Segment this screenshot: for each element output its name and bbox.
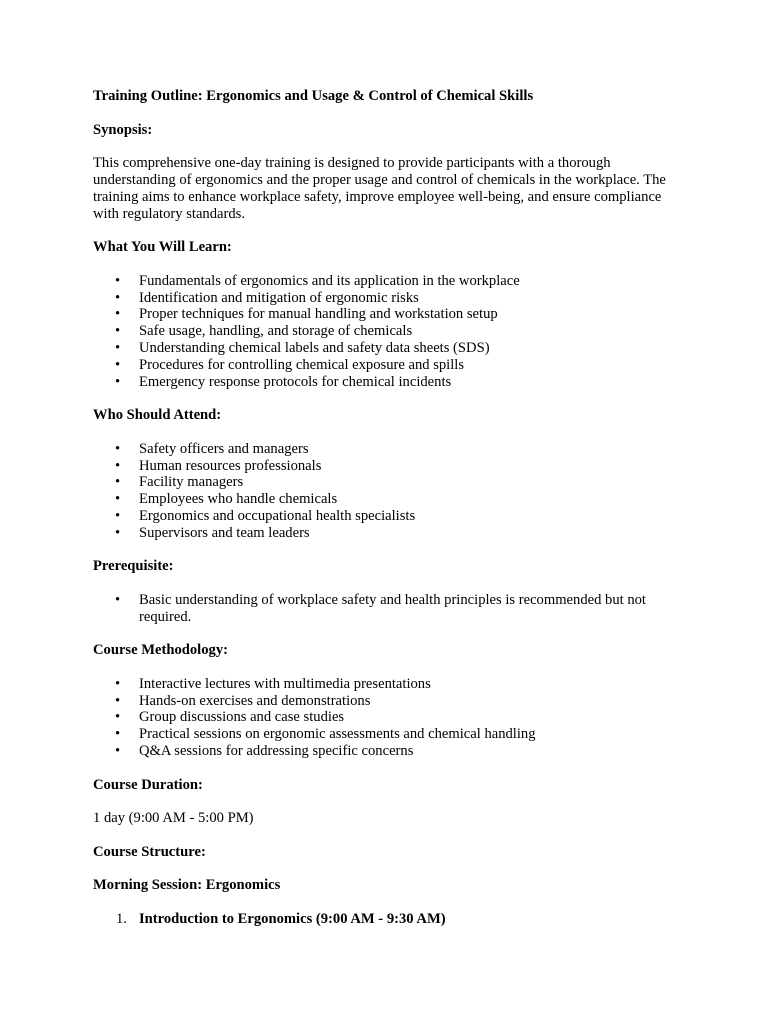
list-item: • Safety officers and managers	[93, 441, 683, 458]
list-item: • Safe usage, handling, and storage of chemicals	[93, 323, 683, 340]
duration-heading: Course Duration:	[93, 776, 203, 793]
attend-list	[93, 441, 683, 542]
list-item: • Group discussions and case studies	[93, 709, 683, 726]
list-item: • Basic understanding of workplace safety and health principles is recommended but not required.	[93, 592, 683, 626]
synopsis-heading: Synopsis:	[93, 121, 153, 138]
list-item: • Proper techniques for manual handling and workstation setup	[93, 306, 683, 323]
list-item: • Hands-on exercises and demonstrations	[93, 693, 683, 710]
learn-heading: What You Will Learn:	[93, 239, 232, 256]
list-item: • Facility managers	[93, 474, 683, 491]
learn-list	[93, 273, 683, 391]
list-item-text: Introduction to Ergonomics (9:00 AM - 9:30 AM)	[139, 911, 446, 928]
list-item: • Q&A sessions for addressing specific concerns	[93, 743, 683, 760]
list-item: • Identification and mitigation of ergonomic risks	[93, 290, 683, 307]
list-item: • Emergency response protocols for chemical incidents	[93, 374, 683, 391]
list-item: • Employees who handle chemicals	[93, 491, 683, 508]
structure-heading: Course Structure:	[93, 843, 206, 860]
list-item: • Human resources professionals	[93, 458, 683, 475]
list-item: • Practical sessions on ergonomic assessments and chemical handling	[93, 726, 683, 743]
list-item: • Procedures for controlling chemical exposure and spills	[93, 357, 683, 374]
list-item: • Fundamentals of ergonomics and its application in the workplace	[93, 273, 683, 290]
list-item: • Understanding chemical labels and safety data sheets (SDS)	[93, 340, 683, 357]
list-item	[93, 911, 683, 928]
duration-text: 1 day (9:00 AM - 5:00 PM)	[93, 810, 254, 827]
methodology-list	[93, 676, 683, 760]
document-title: Training Outline: Ergonomics and Usage & Control of Chemical Skills	[93, 88, 534, 104]
list-item: • Interactive lectures with multimedia presentations	[93, 676, 683, 693]
prerequisite-heading: Prerequisite:	[93, 558, 174, 575]
prerequisite-list	[93, 592, 683, 626]
document-page	[93, 88, 683, 928]
list-item-number: 1.	[116, 911, 127, 928]
attend-heading: Who Should Attend:	[93, 407, 222, 424]
structure-list	[93, 911, 683, 928]
morning-session-heading: Morning Session: Ergonomics	[93, 877, 281, 894]
synopsis-text: This comprehensive one-day training is designed to provide participants with a thorough understanding of ergonomics and the proper usage and control of chemicals in the workplace. The training aims to enhance workplace safety, improve employee well-being, and ensure compliance with regulatory standards.	[93, 155, 666, 222]
list-item: • Ergonomics and occupational health specialists	[93, 508, 683, 525]
methodology-heading: Course Methodology:	[93, 642, 228, 659]
list-item: • Supervisors and team leaders	[93, 525, 683, 542]
